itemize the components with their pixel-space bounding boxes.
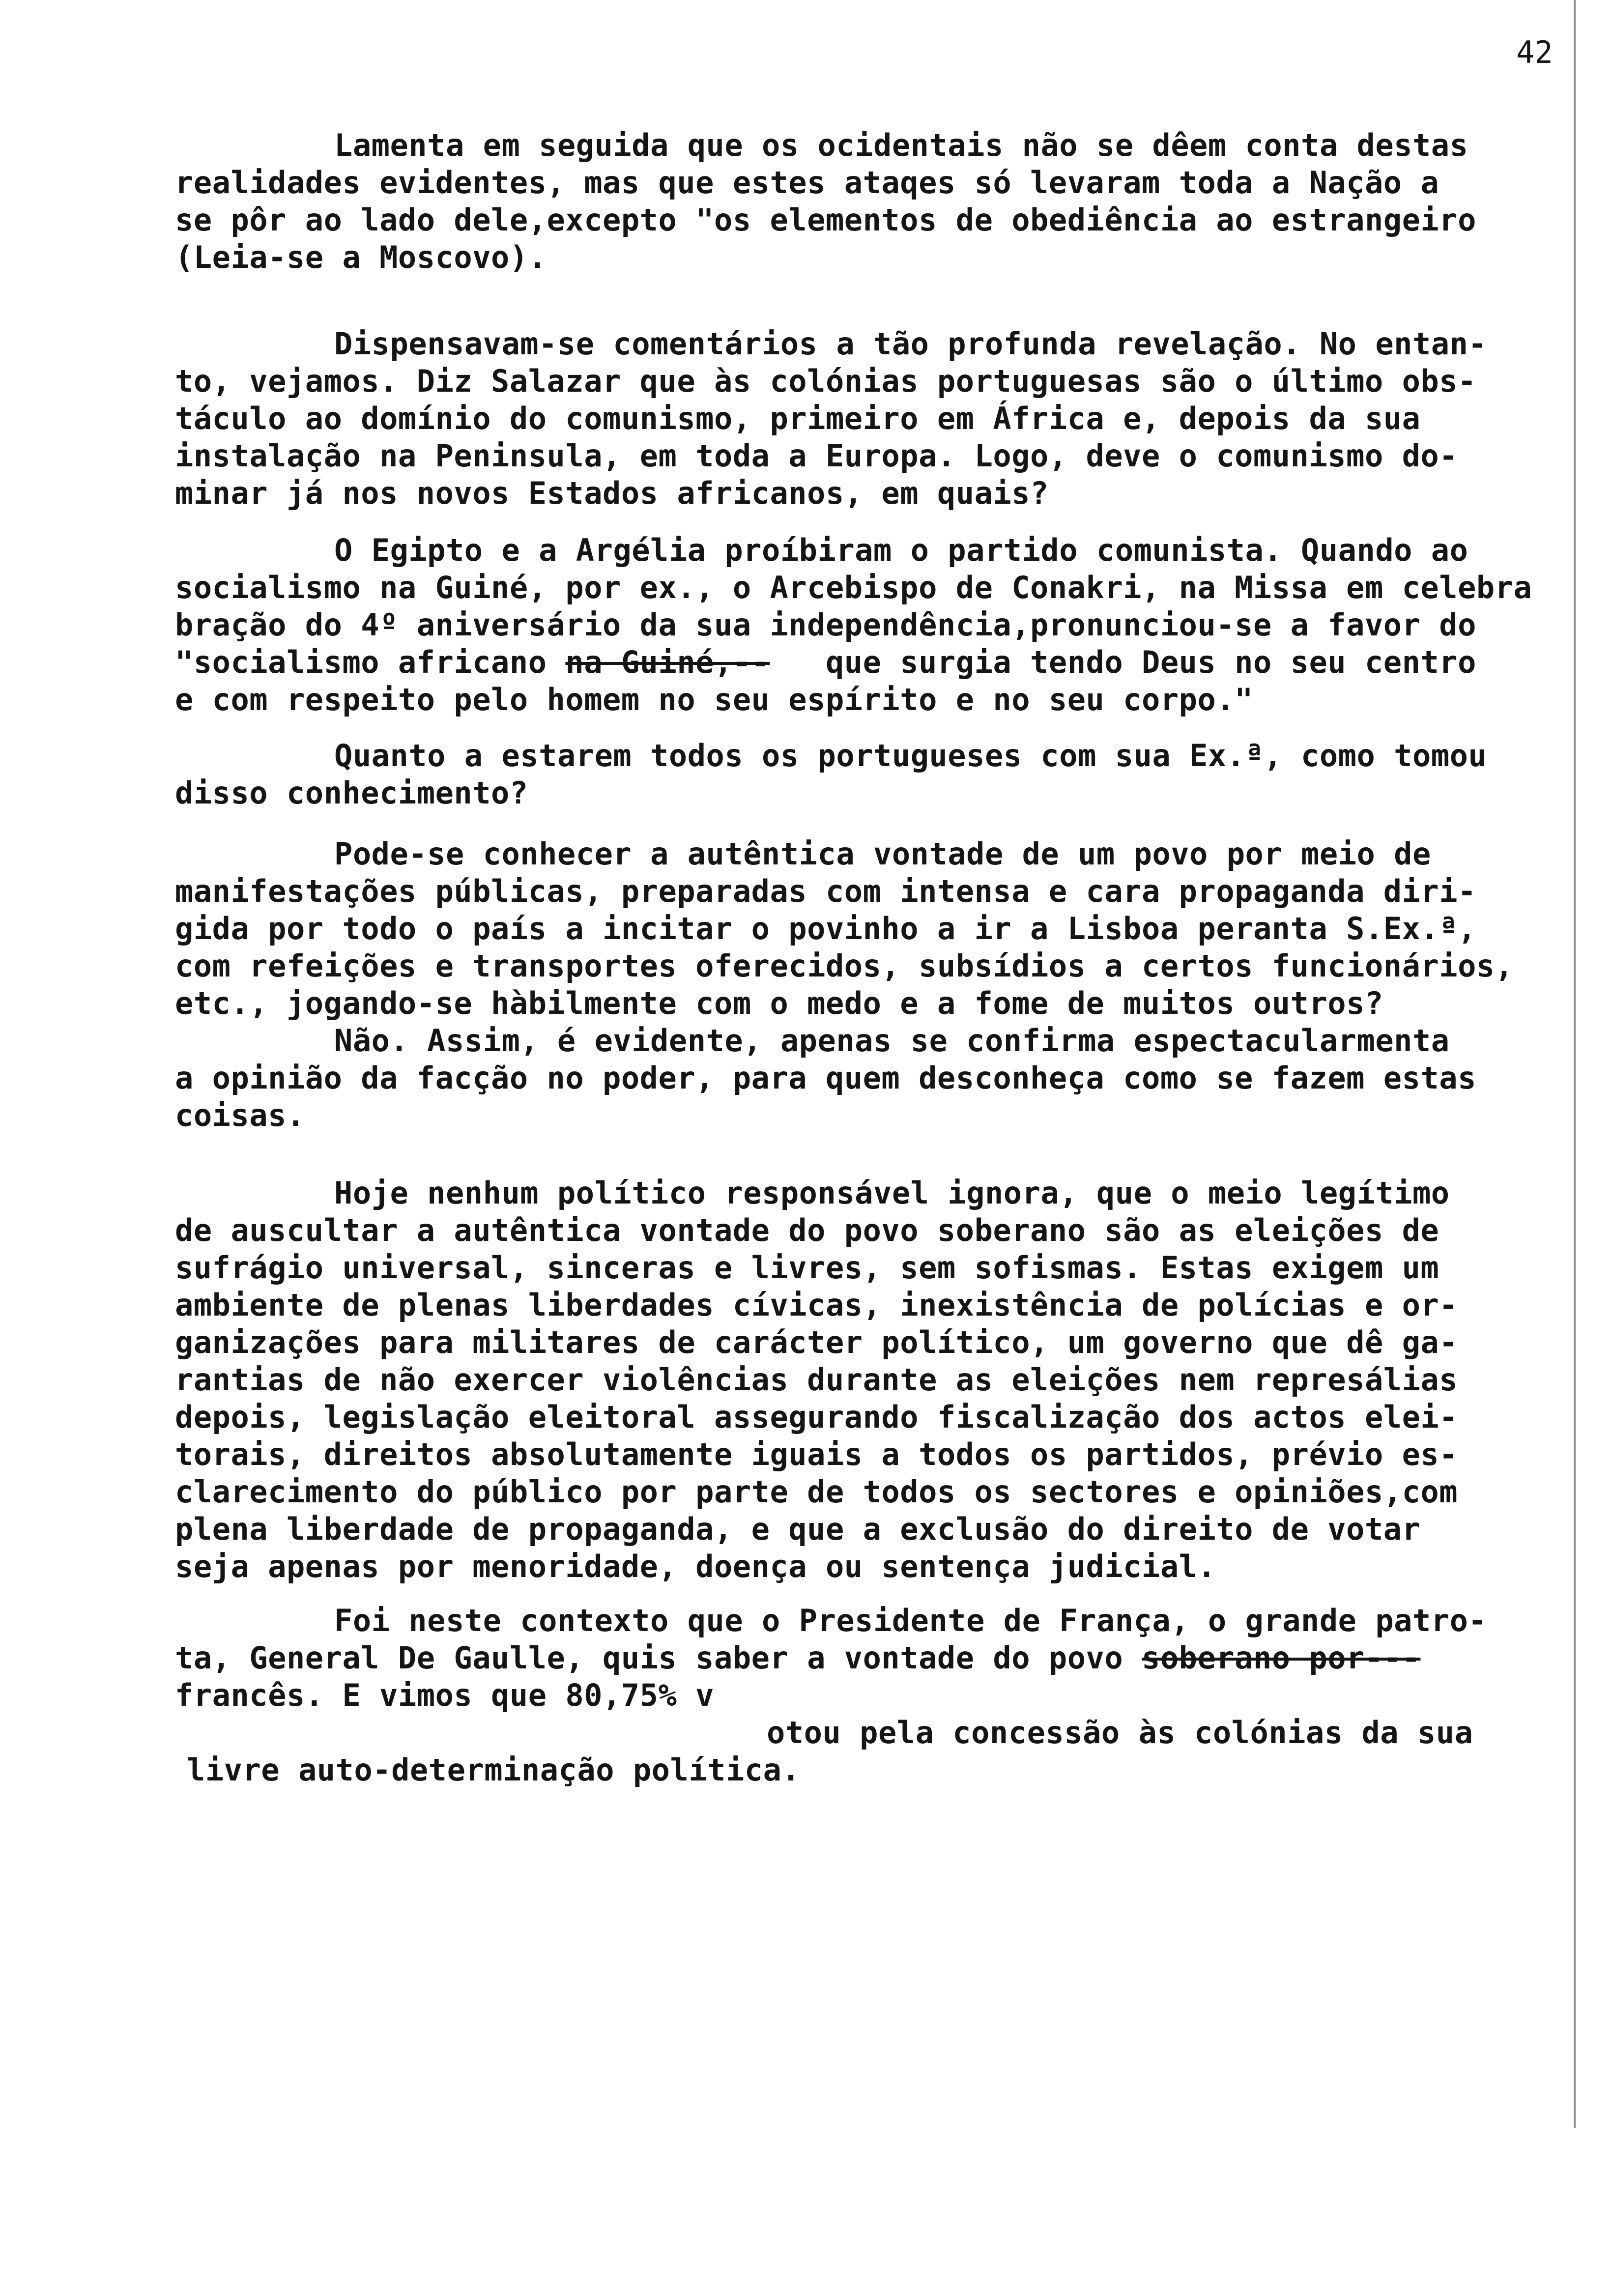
- text-line: plena liberdade de propaganda, e que a exclusão do direito de votar: [175, 1511, 1421, 1547]
- text-line: rantias de não exercer violências durante as eleições nem represálias: [175, 1362, 1458, 1398]
- text-line: depois, legislação eleitoral assegurando fiscalização dos actos elei-: [175, 1399, 1458, 1435]
- struck-text: soberano por---: [1142, 1640, 1421, 1676]
- text-line: táculo ao domínio do comunismo, primeiro em África e, depois da sua: [175, 401, 1421, 436]
- text-line: ganizações para militares de carácter político, um governo que dê ga-: [175, 1324, 1458, 1360]
- text-segment: ta, General De Gaulle, quis saber a vontade do povo: [175, 1640, 1123, 1676]
- text-line: socialismo na Guiné, por ex., o Arcebispo de Conakri, na Missa em celebra: [175, 570, 1532, 605]
- text-line: sufrágio universal, sinceras e livres, sem sofismas. Estas exigem um: [175, 1250, 1439, 1286]
- text-line: O Egipto e a Argélia proíbiram o partido comunista. Quando ao: [334, 532, 1468, 568]
- struck-text: na Guiné,--: [565, 644, 770, 680]
- text-line: Pode-se conhecer a autêntica vontade de um povo por meio de: [334, 836, 1431, 872]
- text-line: coisas.: [175, 1097, 305, 1133]
- text-line: to, vejamos. Diz Salazar que às colónias portuguesas são o último obs-: [175, 363, 1476, 399]
- text-line: seja apenas por menoridade, doença ou sentença judicial.: [175, 1549, 1216, 1584]
- text-line: livre auto-determinação política.: [187, 1752, 801, 1788]
- text-line: bração do 4º aniversário da sua independência,pronunciou-se a favor do: [175, 607, 1476, 643]
- text-line: otou pela concessão às colónias da sua: [767, 1715, 1473, 1751]
- text-line: manifestações públicas, preparadas com intensa e cara propaganda diri-: [175, 873, 1476, 909]
- text-line: Lamenta em seguida que os ocidentais não se dêem conta destas: [334, 127, 1468, 163]
- text-line: minar já nos novos Estados africanos, em quais?: [175, 475, 1049, 511]
- text-line: etc., jogando-se hàbilmente com o medo e a fome de muitos outros?: [175, 985, 1383, 1021]
- text-line: [175, 1639, 1420, 1677]
- text-line: clarecimento do público por parte de todos os sectores e opiniões,com: [175, 1474, 1458, 1510]
- text-line: Dispensavam-se comentários a tão profunda revelação. No entan-: [334, 326, 1487, 362]
- text-line: Foi neste contexto que o Presidente de França, o grande patro-: [334, 1603, 1487, 1638]
- text-line: gida por todo o país a incitar o povinho a ir a Lisboa peranta S.Ex.ª,: [175, 911, 1476, 947]
- text-line: realidades evidentes, mas que estes ataqes só levaram toda a Nação a: [175, 165, 1439, 201]
- text-line: Não. Assim, é evidente, apenas se confirma espectacularmenta: [334, 1023, 1450, 1059]
- text-line: Hoje nenhum político responsável ignora, que o meio legítimo: [334, 1175, 1450, 1211]
- text-line: ambiente de plenas liberdades cívicas, inexistência de polícias e or-: [175, 1287, 1458, 1323]
- text-line: a opinião da facção no poder, para quem desconheça como se fazem estas: [175, 1060, 1476, 1096]
- text-line: instalação na Peninsula, em toda a Europa. Logo, deve o comunismo do-: [175, 438, 1458, 474]
- margin-rule: [1574, 0, 1576, 2128]
- text-line: de auscultar a autêntica vontade do povo soberano são as eleições de: [175, 1212, 1439, 1248]
- text-segment: que surgia tendo Deus no seu centro: [825, 644, 1476, 680]
- text-line: se pôr ao lado dele,excepto "os elementos de obediência ao estrangeiro: [175, 202, 1476, 238]
- text-line: torais, direitos absolutamente iguais a todos os partidos, prévio es-: [175, 1436, 1458, 1472]
- text-line: [175, 644, 1476, 681]
- page-number: 42: [1516, 34, 1553, 70]
- text-line: Quanto a estarem todos os portugueses com sua Ex.ª, como tomou: [334, 738, 1487, 774]
- text-line: e com respeito pelo homem no seu espírito e no seu corpo.": [175, 682, 1253, 718]
- text-segment: "socialismo africano: [175, 644, 547, 680]
- text-line: francês. E vimos que 80,75% v: [175, 1677, 714, 1713]
- text-line: disso conhecimento?: [175, 775, 528, 811]
- text-line: (Leia-se a Moscovo).: [175, 239, 547, 275]
- text-line: com refeições e transportes oferecidos, subsídios a certos funcionários,: [175, 948, 1514, 984]
